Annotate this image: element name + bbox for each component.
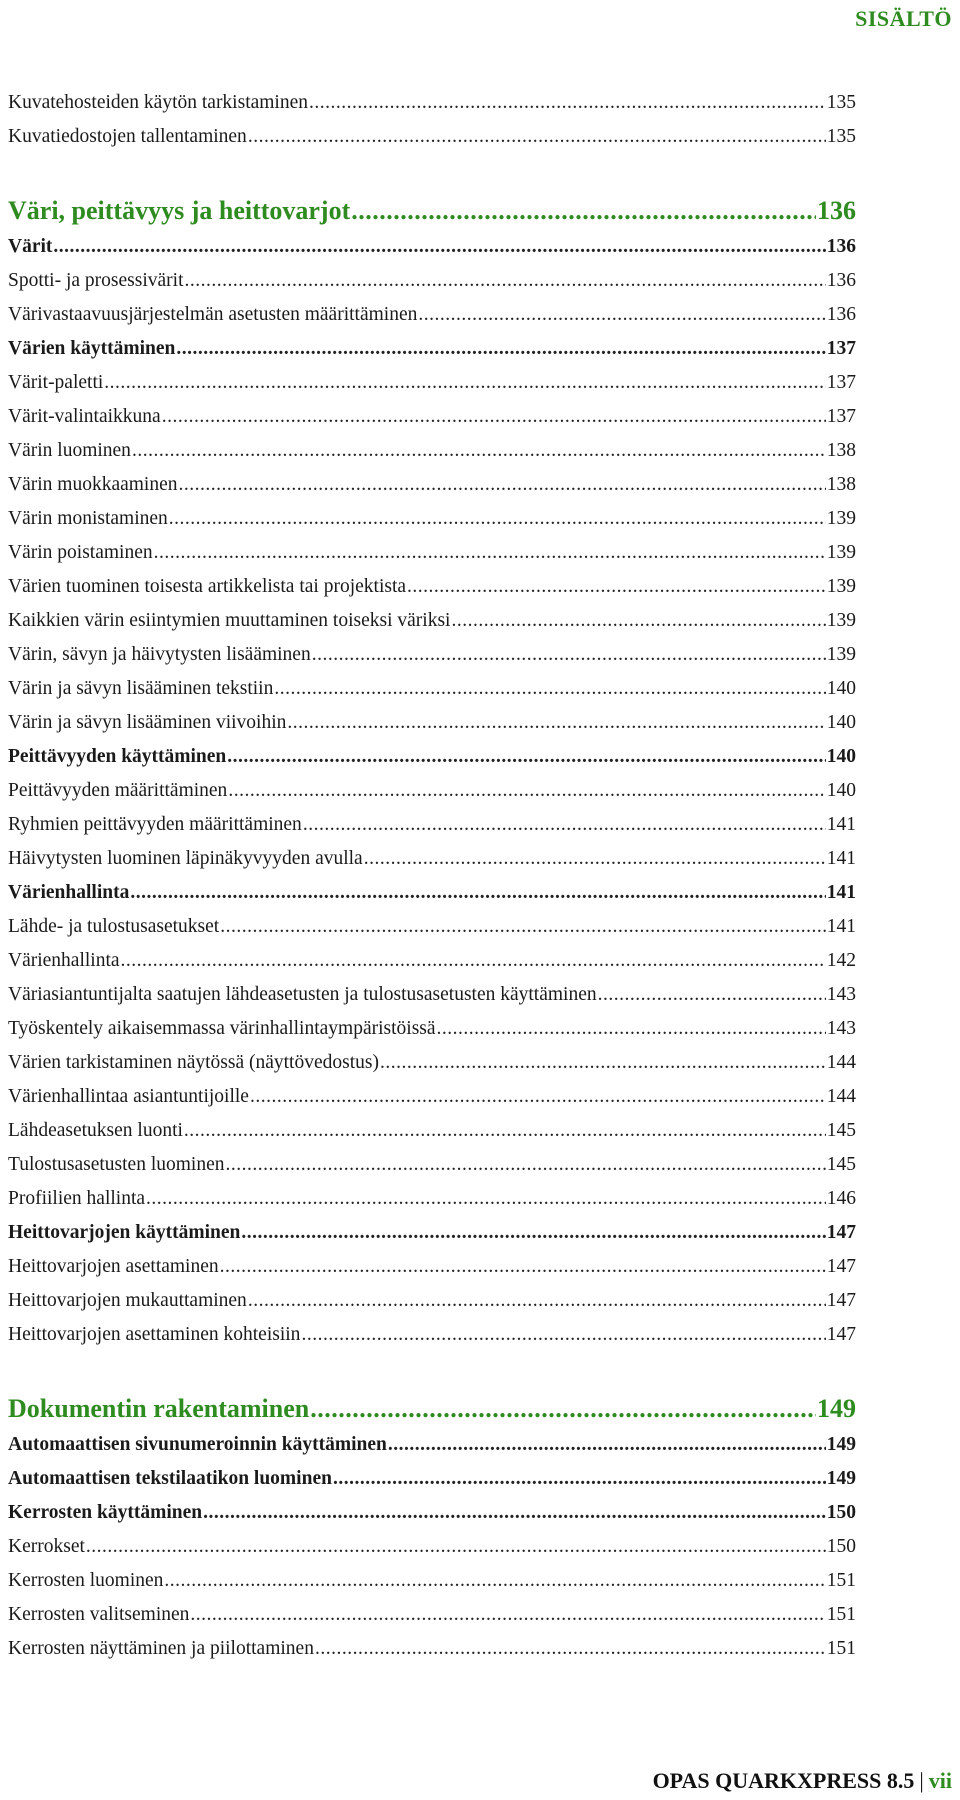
toc-entry-title: Värin, sävyn ja häivytysten lisääminen bbox=[8, 644, 311, 665]
toc-entry-title: Värien tuominen toisesta artikkelista tai projektista bbox=[8, 576, 407, 597]
toc-entry-title: Väriasiantuntijalta saatujen lähdeasetusten ja tulostusasetusten käyttäminen bbox=[8, 984, 597, 1005]
toc-entry[interactable] bbox=[8, 1114, 856, 1148]
toc-entry-title: Kuvatehosteiden käytön tarkistaminen bbox=[8, 92, 309, 113]
toc-entry-title: Heittovarjojen mukauttaminen bbox=[8, 1290, 247, 1311]
dot-leader bbox=[250, 1080, 826, 1114]
toc-entry-page: 136 bbox=[826, 304, 856, 325]
toc-entry[interactable] bbox=[8, 842, 856, 876]
toc-entry[interactable] bbox=[8, 1046, 856, 1080]
toc-entry-page: 151 bbox=[826, 1604, 856, 1625]
dot-leader bbox=[312, 638, 826, 672]
toc-entry-page: 135 bbox=[826, 126, 856, 147]
dot-leader bbox=[380, 1046, 826, 1080]
dot-leader bbox=[310, 1390, 816, 1428]
book-title: OPAS QUARKXPRESS 8.5 bbox=[652, 1768, 915, 1793]
dot-leader bbox=[301, 1318, 825, 1352]
toc-entry[interactable] bbox=[8, 366, 856, 400]
toc-entry-page: 147 bbox=[826, 1222, 856, 1243]
toc-entry[interactable] bbox=[8, 120, 856, 154]
toc-entry[interactable] bbox=[8, 468, 856, 502]
dot-leader bbox=[132, 434, 826, 468]
table-of-contents bbox=[8, 86, 856, 1666]
toc-chapter-entry[interactable] bbox=[8, 192, 856, 230]
toc-entry[interactable] bbox=[8, 1598, 856, 1632]
toc-entry-page: 140 bbox=[826, 712, 856, 733]
toc-entry-title: Kuvatiedostojen tallentaminen bbox=[8, 126, 247, 147]
dot-leader bbox=[418, 298, 825, 332]
toc-entry-page: 136 bbox=[826, 236, 856, 257]
toc-entry-title: Lähde- ja tulostusasetukset bbox=[8, 916, 220, 937]
toc-section-entry[interactable] bbox=[8, 332, 856, 366]
dot-leader bbox=[303, 808, 826, 842]
toc-entry-page: 140 bbox=[826, 780, 856, 801]
toc-entry-title: Lähdeasetuksen luonti bbox=[8, 1120, 183, 1141]
toc-entry-title: Värienhallintaa asiantuntijoille bbox=[8, 1086, 249, 1107]
toc-entry-page: 143 bbox=[826, 1018, 856, 1039]
toc-entry-page: 138 bbox=[826, 474, 856, 495]
dot-leader bbox=[248, 120, 826, 154]
toc-entry[interactable] bbox=[8, 502, 856, 536]
toc-entry-title: Heittovarjojen käyttäminen bbox=[8, 1222, 241, 1243]
dot-leader bbox=[169, 502, 826, 536]
toc-section-entry[interactable] bbox=[8, 1216, 856, 1250]
toc-entry-title: Värin ja sävyn lisääminen tekstiin bbox=[8, 678, 274, 699]
dot-leader bbox=[226, 1148, 826, 1182]
toc-entry-page: 135 bbox=[826, 92, 856, 113]
toc-entry[interactable] bbox=[8, 536, 856, 570]
toc-entry-title: Värivastaavuusjärjestelmän asetusten määrittäminen bbox=[8, 304, 418, 325]
dot-leader bbox=[248, 1284, 826, 1318]
toc-entry[interactable] bbox=[8, 978, 856, 1012]
toc-entry-title: Värienhallinta bbox=[8, 882, 130, 903]
toc-entry-page: 141 bbox=[826, 882, 856, 903]
toc-entry-title: Peittävyyden määrittäminen bbox=[8, 780, 228, 801]
dot-leader bbox=[179, 468, 826, 502]
toc-entry-page: 145 bbox=[826, 1120, 856, 1141]
toc-entry-title: Työskentely aikaisemmassa värinhallintaympäristöissä bbox=[8, 1018, 436, 1039]
toc-entry-page: 149 bbox=[826, 1468, 856, 1489]
toc-entry-title: Heittovarjojen asettaminen kohteisiin bbox=[8, 1324, 301, 1345]
toc-entry-page: 137 bbox=[826, 338, 856, 359]
toc-entry-title: Värin luominen bbox=[8, 440, 131, 461]
toc-entry-page: 141 bbox=[826, 916, 856, 937]
toc-entry-title: Heittovarjojen asettaminen bbox=[8, 1256, 219, 1277]
toc-entry-page: 151 bbox=[826, 1638, 856, 1659]
toc-entry-title: Kerrosten näyttäminen ja piilottaminen bbox=[8, 1638, 314, 1659]
toc-entry[interactable] bbox=[8, 400, 856, 434]
dot-leader bbox=[154, 536, 826, 570]
dot-leader bbox=[451, 604, 825, 638]
dot-leader bbox=[598, 978, 826, 1012]
dot-leader bbox=[388, 1428, 826, 1462]
toc-section-entry[interactable] bbox=[8, 740, 856, 774]
toc-entry-title: Peittävyyden käyttäminen bbox=[8, 746, 227, 767]
toc-entry-page: 143 bbox=[826, 984, 856, 1005]
toc-entry-page: 149 bbox=[826, 1434, 856, 1455]
toc-entry-page: 136 bbox=[826, 270, 856, 291]
toc-entry-title: Ryhmien peittävyyden määrittäminen bbox=[8, 814, 302, 835]
dot-leader bbox=[130, 876, 825, 910]
toc-entry-page: 139 bbox=[826, 610, 856, 631]
toc-entry[interactable] bbox=[8, 264, 856, 298]
toc-entry-title: Väri, peittävyys ja heittovarjot bbox=[8, 196, 351, 225]
toc-entry-page: 150 bbox=[826, 1502, 856, 1523]
toc-entry-title: Dokumentin rakentaminen bbox=[8, 1394, 310, 1423]
toc-section-entry[interactable] bbox=[8, 1428, 856, 1462]
dot-leader bbox=[351, 192, 816, 230]
toc-entry-page: 145 bbox=[826, 1154, 856, 1175]
dot-leader bbox=[176, 332, 825, 366]
dot-leader bbox=[309, 86, 826, 120]
dot-leader bbox=[190, 1598, 825, 1632]
page-number: vii bbox=[928, 1768, 952, 1793]
toc-entry-title: Spotti- ja prosessivärit bbox=[8, 270, 184, 291]
toc-entry-page: 140 bbox=[826, 678, 856, 699]
toc-entry-page: 141 bbox=[826, 848, 856, 869]
toc-entry-page: 147 bbox=[826, 1290, 856, 1311]
dot-leader bbox=[86, 1530, 826, 1564]
toc-entry[interactable] bbox=[8, 1148, 856, 1182]
dot-leader bbox=[315, 1632, 826, 1666]
dot-leader bbox=[228, 774, 825, 808]
toc-section-entry[interactable] bbox=[8, 876, 856, 910]
dot-leader bbox=[274, 672, 825, 706]
toc-entry[interactable] bbox=[8, 774, 856, 808]
dot-leader bbox=[104, 366, 825, 400]
toc-entry-page: 149 bbox=[817, 1394, 856, 1423]
toc-entry[interactable] bbox=[8, 1012, 856, 1046]
toc-entry[interactable] bbox=[8, 1080, 856, 1114]
toc-section-entry[interactable] bbox=[8, 230, 856, 264]
toc-entry-page: 150 bbox=[826, 1536, 856, 1557]
dot-leader bbox=[287, 706, 825, 740]
dot-leader bbox=[220, 910, 826, 944]
toc-entry-title: Häivytysten luominen läpinäkyvyyden avulla bbox=[8, 848, 363, 869]
dot-leader bbox=[437, 1012, 826, 1046]
dot-leader bbox=[121, 944, 826, 978]
toc-entry-title: Värien tarkistaminen näytössä (näyttövedostus) bbox=[8, 1052, 379, 1073]
toc-entry-page: 141 bbox=[826, 814, 856, 835]
toc-entry-title: Värin monistaminen bbox=[8, 508, 168, 529]
dot-leader bbox=[364, 842, 826, 876]
dot-leader bbox=[162, 400, 826, 434]
dot-leader bbox=[184, 264, 825, 298]
toc-entry-title: Värit bbox=[8, 236, 53, 257]
toc-entry[interactable] bbox=[8, 298, 856, 332]
dot-leader bbox=[220, 1250, 826, 1284]
toc-entry[interactable] bbox=[8, 1564, 856, 1598]
toc-entry-page: 142 bbox=[826, 950, 856, 971]
toc-entry-page: 137 bbox=[826, 406, 856, 427]
toc-entry[interactable] bbox=[8, 1632, 856, 1666]
chapter-spacer bbox=[8, 154, 856, 192]
toc-entry-title: Kaikkien värin esiintymien muuttaminen toiseksi väriksi bbox=[8, 610, 451, 631]
toc-entry[interactable] bbox=[8, 570, 856, 604]
toc-entry-title: Värin poistaminen bbox=[8, 542, 153, 563]
toc-entry[interactable] bbox=[8, 1284, 856, 1318]
toc-entry-title: Profiilien hallinta bbox=[8, 1188, 146, 1209]
dot-leader bbox=[407, 570, 826, 604]
dot-leader bbox=[164, 1564, 825, 1598]
toc-entry[interactable] bbox=[8, 1318, 856, 1352]
toc-entry[interactable] bbox=[8, 910, 856, 944]
dot-leader bbox=[333, 1462, 826, 1496]
toc-entry[interactable] bbox=[8, 808, 856, 842]
toc-entry[interactable] bbox=[8, 1530, 856, 1564]
chapter-spacer bbox=[8, 1352, 856, 1390]
toc-entry-title: Värien käyttäminen bbox=[8, 338, 176, 359]
toc-entry-page: 144 bbox=[826, 1052, 856, 1073]
toc-entry-page: 139 bbox=[826, 542, 856, 563]
toc-entry[interactable] bbox=[8, 604, 856, 638]
toc-entry-page: 136 bbox=[817, 196, 856, 225]
toc-entry[interactable] bbox=[8, 1182, 856, 1216]
toc-section-entry[interactable] bbox=[8, 1462, 856, 1496]
toc-entry-title: Kerrosten valitseminen bbox=[8, 1604, 190, 1625]
toc-entry-page: 139 bbox=[826, 644, 856, 665]
page-footer bbox=[653, 1768, 952, 1794]
toc-entry-title: Värit-valintaikkuna bbox=[8, 406, 161, 427]
toc-chapter-entry[interactable] bbox=[8, 1390, 856, 1428]
toc-entry-page: 147 bbox=[826, 1324, 856, 1345]
toc-entry-title: Kerrosten luominen bbox=[8, 1570, 164, 1591]
toc-section-entry[interactable] bbox=[8, 1496, 856, 1530]
toc-entry-page: 144 bbox=[826, 1086, 856, 1107]
toc-entry-title: Värienhallinta bbox=[8, 950, 120, 971]
toc-entry[interactable] bbox=[8, 638, 856, 672]
section-label: SISÄLTÖ bbox=[855, 6, 952, 31]
footer-separator: | bbox=[919, 1768, 924, 1793]
toc-entry[interactable] bbox=[8, 706, 856, 740]
toc-entry[interactable] bbox=[8, 434, 856, 468]
dot-leader bbox=[184, 1114, 826, 1148]
toc-entry-page: 139 bbox=[826, 576, 856, 597]
toc-entry[interactable] bbox=[8, 1250, 856, 1284]
toc-entry-title: Automaattisen sivunumeroinnin käyttäminen bbox=[8, 1434, 387, 1455]
toc-entry-title: Kerrosten käyttäminen bbox=[8, 1502, 203, 1523]
toc-entry-page: 140 bbox=[826, 746, 856, 767]
dot-leader bbox=[227, 740, 825, 774]
dot-leader bbox=[146, 1182, 826, 1216]
toc-entry-page: 146 bbox=[826, 1188, 856, 1209]
toc-entry[interactable] bbox=[8, 672, 856, 706]
dot-leader bbox=[53, 230, 825, 264]
toc-entry-title: Kerrokset bbox=[8, 1536, 85, 1557]
toc-entry-page: 139 bbox=[826, 508, 856, 529]
toc-entry-title: Automaattisen tekstilaatikon luominen bbox=[8, 1468, 332, 1489]
toc-entry-page: 147 bbox=[826, 1256, 856, 1277]
toc-entry[interactable] bbox=[8, 86, 856, 120]
toc-entry[interactable] bbox=[8, 944, 856, 978]
toc-entry-title: Värin ja sävyn lisääminen viivoihin bbox=[8, 712, 287, 733]
toc-entry-title: Tulostusasetusten luominen bbox=[8, 1154, 225, 1175]
toc-entry-title: Värin muokkaaminen bbox=[8, 474, 178, 495]
dot-leader bbox=[203, 1496, 826, 1530]
toc-entry-page: 151 bbox=[826, 1570, 856, 1591]
toc-entry-title: Värit-paletti bbox=[8, 372, 104, 393]
toc-entry-page: 138 bbox=[826, 440, 856, 461]
toc-entry-page: 137 bbox=[826, 372, 856, 393]
dot-leader bbox=[241, 1216, 825, 1250]
